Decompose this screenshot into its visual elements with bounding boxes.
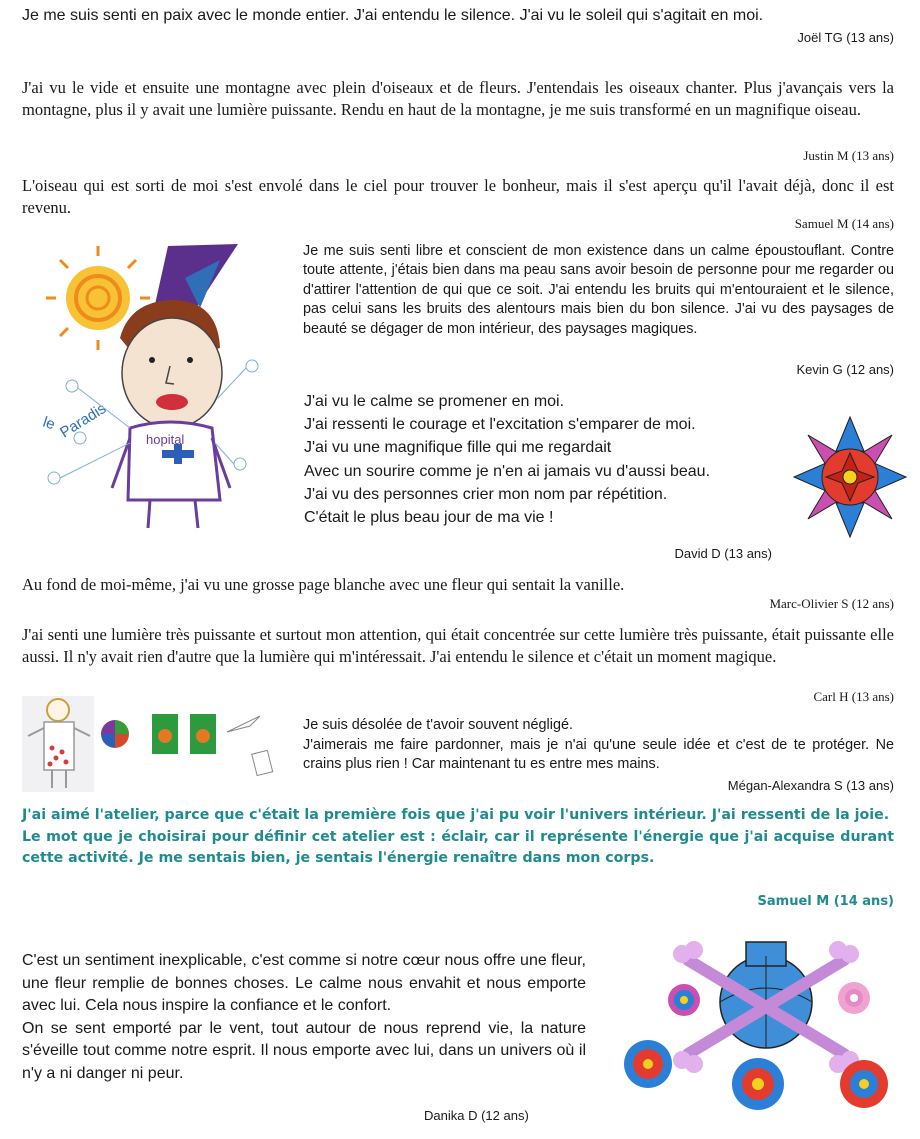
danika-line: On se sent emporté par le vent, tout autour de nous reprend vie, la nature s'éveille tout comme notre esprit. Il nous emporte avec lui, dans un univers où il n'y a ni danger ni peur. bbox=[22, 1019, 586, 1082]
poem-line: J'ai vu une magnifique fille qui me regardait bbox=[304, 439, 612, 457]
shirt-label: hopital bbox=[146, 432, 185, 447]
flower-icon bbox=[840, 1060, 888, 1108]
entry-kevin-text: Je me suis senti libre et conscient de mon existence dans un calme époustouflant. Contre toute attente, j'étais bien dans ma peau sans avoir besoin de personne pour me regarder ou d'attirer l'attention de qui que ce soit. J'ai entendu les bruits qui m'entouraient et le silence, pas celui sans les bruits des alentours mais bien du bon silence. J'ai vu des paysages de beauté se dégager de mon intérieur, des paysages magiques. bbox=[303, 243, 894, 337]
entry-marc-olivier-text: Au fond de moi-même, j'ai vu une grosse page blanche avec une fleur qui sentait la vanille. bbox=[22, 575, 625, 594]
entry-david-author: David D (13 ans) bbox=[674, 546, 772, 561]
flower-drawing bbox=[792, 412, 908, 542]
flower-icon bbox=[732, 1058, 784, 1110]
entry-joel-text: Je me suis senti en paix avec le monde entier. J'ai entendu le silence. J'ai vu le soleil qui s'agitait en moi. bbox=[22, 7, 764, 24]
flower-icon bbox=[624, 1040, 672, 1088]
poem-line: C'était le plus beau jour de ma vie ! bbox=[304, 509, 554, 527]
entry-marc-olivier-author: Marc-Olivier S (12 ans) bbox=[769, 596, 894, 611]
poem-line: J'ai vu le calme se promener en moi. bbox=[304, 393, 565, 410]
poem-line: J'ai vu des personnes crier mon nom par répétition. bbox=[304, 485, 668, 503]
entry-megan-text bbox=[303, 716, 894, 775]
entry-samuel-feedback bbox=[22, 805, 894, 870]
megan-line: Je suis désolée de t'avoir souvent négligé. bbox=[303, 717, 573, 733]
entry-david-poem bbox=[304, 390, 772, 529]
entry-carl-text: J'ai senti une lumière très puissante et surtout mon attention, qui était concentrée sur cette lumière très puissante, était puissante elle aussi. Il n'y avait rien d'autre que la lumière qui m'intéressait. J'ai entendu le silence et c'était un moment magique. bbox=[22, 625, 894, 666]
flower-icon bbox=[838, 982, 870, 1014]
entry-samuel-author: Samuel M (14 ans) bbox=[794, 216, 894, 231]
entry-kevin-author: Kevin G (12 ans) bbox=[796, 362, 894, 377]
drawing-word-le: le bbox=[40, 413, 58, 434]
entry-carl-author: Carl H (13 ans) bbox=[813, 689, 894, 704]
megan-drawings bbox=[22, 696, 284, 792]
danika-drawing bbox=[618, 934, 908, 1124]
drawing-word-paradis: Paradis bbox=[57, 400, 110, 442]
entry-megan-author: Mégan-Alexandra S (13 ans) bbox=[727, 778, 894, 793]
feedback-line: Le mot que je choisirai pour définir cet atelier est : éclair, car il représente l'énergie que j'ai acquise durant cette activité. Je me sentais bien, je sentais l'énergie renaître dans mon corps. bbox=[22, 828, 894, 866]
poem-line: Avec un sourire comme je n'en ai jamais vu d'aussi beau. bbox=[304, 462, 711, 480]
poem-line: J'ai ressenti le courage et l'excitation s'emparer de moi. bbox=[304, 416, 696, 434]
entry-justin-author: Justin M (13 ans) bbox=[803, 148, 894, 163]
entry-justin-text: J'ai vu le vide et ensuite une montagne avec plein d'oiseaux et de fleurs. J'entendais les oiseaux chanter. Plus j'avançais vers la montagne, plus il y avait une lumière puissante. Rendu en haut de la montagne, je me suis transformé en un magnifique oiseau. bbox=[22, 78, 894, 119]
feedback-line: J'ai aimé l'atelier, parce que c'était la première fois que j'ai pu voir l'univers intérieur. J'ai ressenti de la joie. bbox=[22, 807, 890, 823]
entry-danika-text bbox=[22, 950, 586, 1085]
entry-danika-author: Danika D (12 ans) bbox=[424, 1108, 529, 1123]
entry-joel-author: Joël TG (13 ans) bbox=[797, 30, 894, 45]
kevin-drawing bbox=[20, 238, 290, 533]
entry-samuel-text: L'oiseau qui est sorti de moi s'est envolé dans le ciel pour trouver le bonheur, mais il s'est aperçu qu'il l'avait déjà, donc il est revenu. bbox=[22, 176, 894, 217]
megan-line: J'aimerais me faire pardonner, mais je n'ai qu'une seule idée et c'est de te protéger. Ne crains plus rien ! Car maintenant tu es entre mes mains. bbox=[303, 736, 894, 773]
flower-icon bbox=[668, 984, 700, 1016]
entry-samuel-feedback-author: Samuel M (14 ans) bbox=[757, 894, 894, 909]
danika-line: C'est un sentiment inexplicable, c'est comme si notre cœur nous offre une fleur, une fleur remplie de bonnes choses. Le calme nous envahit et nous emporte avec lui. Cela nous inspire la confiance et le confort. bbox=[22, 952, 586, 1014]
